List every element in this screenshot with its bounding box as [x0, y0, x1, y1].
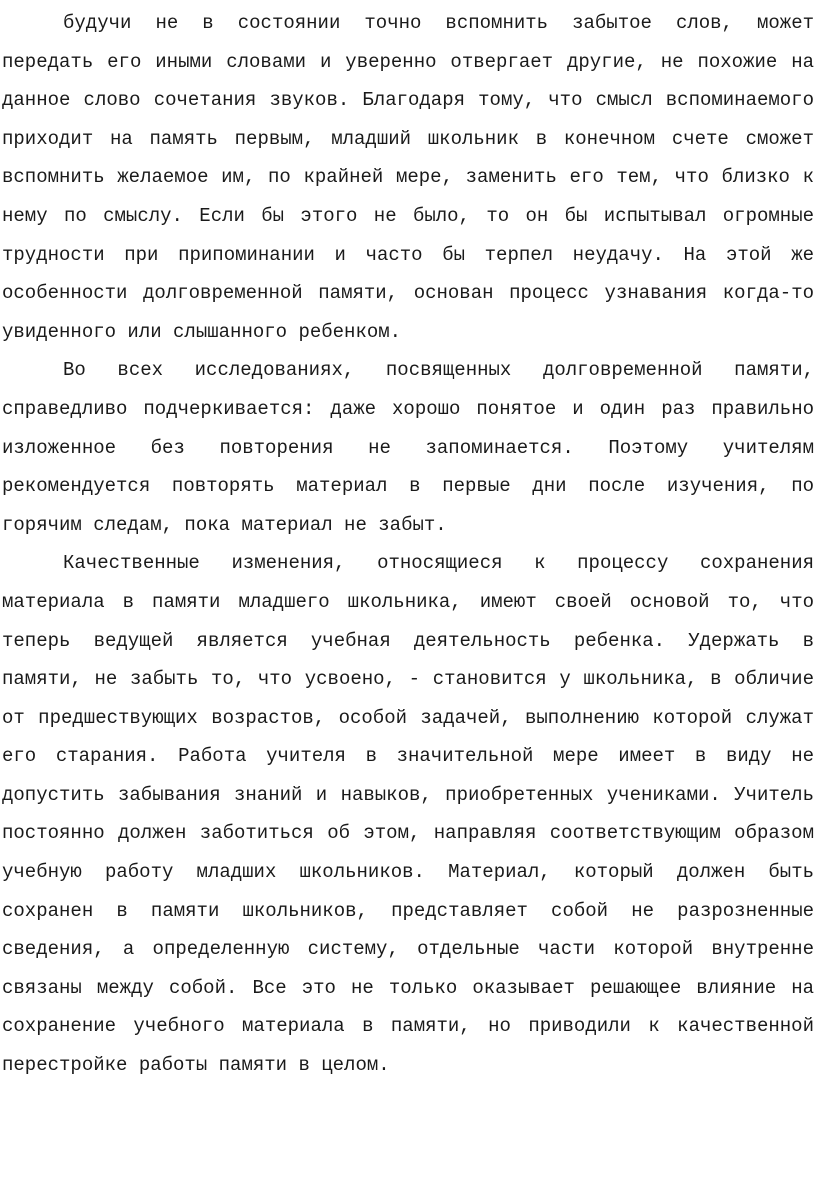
paragraph-continuation: будучи не в состоянии точно вспомнить забытое слов, может передать его иными словами и уверенно отвергает другие, не похожие на данное слово сочетания звуков. Благодаря тому, что смысл вспоминаемого приходит на память первым, младший школьник в конечном счете сможет вспомнить желаемое им, по крайней мере, заменить его тем, что близко к нему по смыслу. Если бы этого не было, то он бы испытывал огромные трудности при припоминании и часто бы терпел неудачу. На этой же особенности долговременной памяти, основан процесс узнавания когда-то увиденного или слышанного ребенком. [2, 12, 814, 343]
paragraph-long-term-memory: Во всех исследованиях, посвященных долговременной памяти, справедливо подчеркивается: даже хорошо понятое и один раз правильно изложенное без повторения не запоминается. Поэтому учителям рекомендуется повторять материал в первые дни после изучения, по горячим следам, пока материал не забыт. [2, 359, 814, 536]
paragraph-qualitative-changes: Качественные изменения, относящиеся к процессу сохранения материала в памяти младшего школьника, имеют своей основой то, что теперь ведущей является учебная деятельность ребенка. Удержать в памяти, не забыть то, что усвоено, - становится у школьника, в обличие от предшествующих возрастов, особой задачей, выполнению которой служат его старания. Работа учителя в значительной мере имеет в виду не допустить забывания знаний и навыков, приобретенных учениками. Учитель постоянно должен заботиться об этом, направляя соответствующим образом учебную работу младших школьников. Материал, который должен быть сохранен в памяти школьников, представляет собой не разрозненные сведения, а определенную систему, отдельные части которой внутренне связаны между собой. Все это не только оказывает решающее влияние на сохранение учебного материала в памяти, но приводили к качественной перестройке работы памяти в целом. [2, 552, 814, 1077]
